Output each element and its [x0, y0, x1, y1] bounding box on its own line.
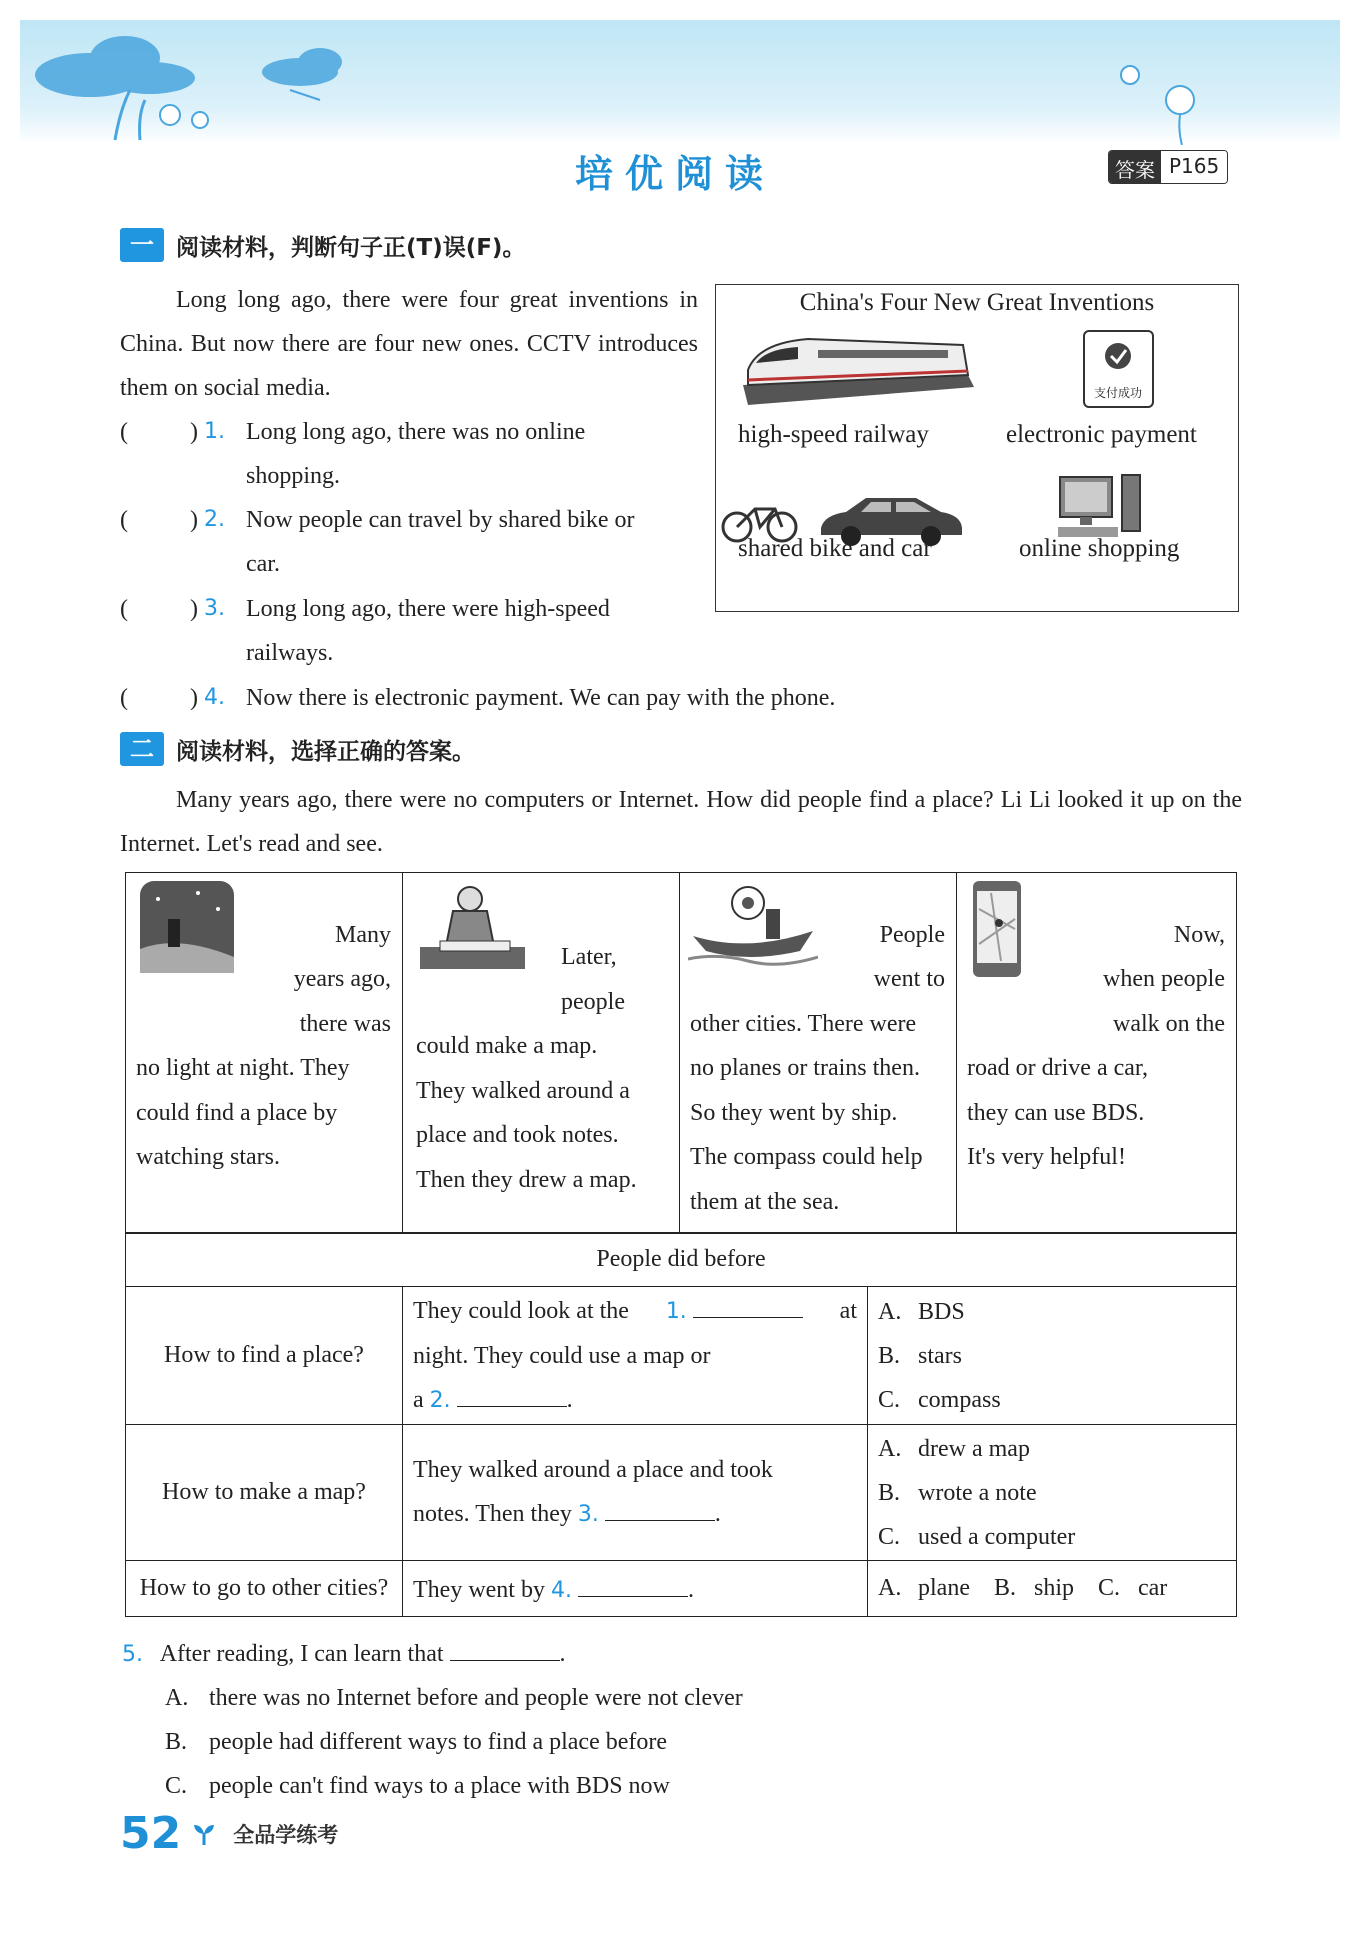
- row-sentence: They went by 4. .: [403, 1561, 868, 1617]
- table-row: [126, 1425, 1237, 1561]
- blank-number: 4.: [550, 1577, 572, 1603]
- blank-number: 3.: [577, 1502, 599, 1527]
- section-2-passage: Many years ago, there were no computers or Internet. How did people find a place? Li Li looked it up on the Internet. Let's read and see.: [120, 787, 1242, 857]
- question-number: 5.: [122, 1642, 143, 1667]
- option-letter: C.: [878, 1523, 901, 1550]
- option-text: car: [1138, 1575, 1168, 1601]
- comic-panel-ship: [680, 873, 957, 1233]
- option-text: BDS: [918, 1298, 965, 1325]
- question-text-cont: car.: [246, 551, 280, 577]
- sentence-text: night. They could use a map or: [413, 1342, 711, 1369]
- question-text: Now people can travel by shared bike or: [246, 507, 635, 533]
- question-text: Long long ago, there were high-speed: [246, 596, 610, 622]
- option[interactable]: [878, 1515, 1226, 1559]
- panel-1-line-3: there was: [299, 1011, 391, 1037]
- option[interactable]: [878, 1334, 1226, 1378]
- sprout-icon: [191, 1821, 217, 1847]
- answer-blank[interactable]: ( ): [120, 685, 198, 711]
- option-letter: B.: [993, 1575, 1016, 1601]
- option[interactable]: [878, 1290, 1226, 1334]
- option-text: compass: [918, 1386, 1001, 1413]
- option-letter: B.: [878, 1342, 901, 1369]
- table-header: People did before: [126, 1233, 1237, 1287]
- option[interactable]: [878, 1471, 1226, 1515]
- panel-4-line-1: Now,: [1173, 922, 1225, 948]
- scholar-map-icon: [415, 879, 530, 979]
- panel-2-line-6: Then they drew a map.: [416, 1167, 637, 1193]
- section-1-instruction: 阅读材料，判断句子正(T)误(F)。: [176, 234, 526, 261]
- panel-4-line-4: road or drive a car,: [967, 1055, 1148, 1081]
- question-number: 2.: [204, 507, 225, 532]
- panel-2-line-3: could make a map.: [416, 1033, 598, 1059]
- sentence-text: notes. Then they: [413, 1501, 572, 1527]
- option-letter: B.: [165, 1729, 188, 1755]
- answer-blank[interactable]: ( ): [120, 419, 198, 445]
- option-text: stars: [918, 1342, 962, 1369]
- answer-reference-badge: [1108, 150, 1228, 184]
- section-1-number: 一: [120, 228, 164, 262]
- banner-decoration-icon: [20, 20, 1340, 145]
- panel-2-line-2: people: [561, 989, 625, 1015]
- panel-1-line-4: no light at night. They: [136, 1055, 350, 1081]
- invention-label-bike-car: shared bike and car: [738, 535, 932, 562]
- option-text: people can't find ways to a place with BDS now: [209, 1773, 670, 1799]
- panel-1-line-2: years ago,: [293, 966, 391, 992]
- question-text: Now there is electronic payment. We can pay with the phone.: [246, 685, 836, 711]
- panel-1-line-6: watching stars.: [136, 1144, 280, 1170]
- panel-4-line-2: when people: [1103, 966, 1225, 992]
- option-text: people had different ways to find a place before: [209, 1729, 668, 1755]
- panel-3-line-7: them at the sea.: [690, 1189, 840, 1215]
- option-letter: C.: [878, 1386, 901, 1413]
- option-letter: A.: [878, 1435, 902, 1462]
- page-title: 培优阅读: [574, 152, 775, 196]
- comic-panel-bds: [957, 873, 1236, 1233]
- sentence-text: They could look at the: [413, 1297, 629, 1324]
- row-sentence: [403, 1287, 868, 1425]
- question-number: 1.: [204, 419, 225, 444]
- answer-label: 答案: [1109, 151, 1161, 183]
- fill-blank[interactable]: [450, 1638, 560, 1661]
- row-question: How to find a place?: [126, 1287, 403, 1425]
- section-1-header: [120, 228, 525, 262]
- question-text-cont: shopping.: [246, 463, 341, 489]
- option[interactable]: [165, 1764, 670, 1808]
- brand-name: 全品学练考: [233, 1822, 339, 1847]
- table-row: [126, 1287, 1237, 1425]
- sentence-text: at: [839, 1297, 857, 1324]
- panel-3-line-4: no planes or trains then.: [690, 1055, 920, 1081]
- blank-number: 1.: [665, 1298, 687, 1324]
- invention-label-payment: electronic payment: [1006, 421, 1197, 448]
- panel-2-line-4: They walked around a: [416, 1078, 630, 1104]
- fill-blank[interactable]: [457, 1384, 567, 1407]
- answer-blank[interactable]: ( ): [120, 596, 198, 622]
- train-icon: [738, 325, 978, 415]
- page-footer: [120, 1808, 338, 1859]
- answer-blank[interactable]: ( ): [120, 507, 198, 533]
- question-number: 3.: [204, 596, 225, 621]
- inventions-box: [715, 284, 1239, 612]
- invention-label-shopping: online shopping: [1019, 535, 1180, 562]
- option-text: ship: [1033, 1575, 1074, 1601]
- panel-1-line-5: could find a place by: [136, 1100, 338, 1126]
- row-question: How to go to other cities?: [126, 1561, 403, 1617]
- option-letter: A.: [878, 1575, 902, 1601]
- panel-3-line-2: went to: [873, 966, 945, 992]
- option[interactable]: [994, 1575, 1074, 1601]
- question-text: Long long ago, there was no online: [246, 419, 586, 445]
- fill-blank[interactable]: [605, 1498, 715, 1521]
- option[interactable]: [165, 1676, 743, 1720]
- sentence-text: They went by: [413, 1576, 545, 1603]
- option-text: plane: [918, 1575, 970, 1601]
- option[interactable]: [165, 1720, 667, 1764]
- blank-number: 2.: [429, 1387, 451, 1413]
- question-number: 4.: [204, 685, 225, 710]
- row-options: [868, 1425, 1237, 1561]
- row-sentence-line-2: notes. Then they 3. .: [413, 1492, 857, 1537]
- fill-blank[interactable]: [693, 1295, 803, 1318]
- section-1-passage: Long long ago, there were four great inventions in China. But now there are four new ones. CCTV introduces them on social media.: [120, 287, 698, 401]
- option[interactable]: [878, 1427, 1226, 1471]
- panel-3-line-3: other cities. There were: [690, 1011, 917, 1037]
- sentence-text: a: [413, 1386, 424, 1413]
- payment-success-text: 支付成功: [1093, 386, 1143, 400]
- row-sentence: [403, 1425, 868, 1561]
- page-number: 52: [120, 1808, 182, 1859]
- option-letter: A.: [878, 1298, 902, 1325]
- option-letter: C.: [1098, 1575, 1121, 1601]
- comic-panel-map: [403, 873, 680, 1233]
- section-2-instruction: 阅读材料，选择正确的答案。: [176, 738, 475, 765]
- option[interactable]: [878, 1575, 970, 1601]
- panel-3-line-1: People: [879, 922, 945, 948]
- panel-4-line-6: It's very helpful!: [967, 1144, 1126, 1170]
- option-text: wrote a note: [918, 1479, 1037, 1506]
- panel-2-line-5: place and took notes.: [416, 1122, 619, 1148]
- option-text: there was no Internet before and people were not clever: [209, 1685, 743, 1711]
- option[interactable]: [1098, 1575, 1167, 1601]
- option-letter: B.: [878, 1479, 901, 1506]
- row-sentence-line-3: a 2. .: [413, 1378, 857, 1423]
- panel-4-line-3: walk on the: [1113, 1011, 1225, 1037]
- panel-4-line-5: they can use BDS.: [967, 1100, 1145, 1126]
- panel-3-line-5: So they went by ship.: [690, 1100, 898, 1126]
- fill-blank[interactable]: [578, 1574, 688, 1597]
- question-stem: After reading, I can learn that: [159, 1641, 444, 1667]
- question-5: 5. After reading, I can learn that .: [122, 1632, 566, 1677]
- row-options: [868, 1287, 1237, 1425]
- option[interactable]: [878, 1378, 1226, 1422]
- header-banner: [20, 20, 1340, 145]
- row-question: How to make a map?: [126, 1425, 403, 1561]
- panel-3-line-6: The compass could help: [690, 1144, 923, 1170]
- answer-table: [125, 1232, 1237, 1617]
- option-letter: A.: [165, 1685, 189, 1711]
- row-sentence-line-1: [413, 1289, 857, 1334]
- option-letter: C.: [165, 1773, 188, 1799]
- inventions-title: China's Four New Great Inventions: [799, 289, 1155, 316]
- row-options: [868, 1561, 1237, 1617]
- comic-table: [125, 872, 1237, 1234]
- section-2-number: 二: [120, 732, 164, 766]
- option-text: used a computer: [918, 1523, 1076, 1550]
- panel-1-line-1: Many: [335, 922, 391, 948]
- sentence-text: They walked around a place and took: [413, 1457, 773, 1483]
- option-text: drew a map: [918, 1435, 1030, 1462]
- payment-phone-icon: [1081, 328, 1156, 410]
- comic-panel-stars: [126, 873, 403, 1233]
- section-2-header: [120, 732, 475, 766]
- answer-page: P165: [1161, 151, 1227, 183]
- table-row: [126, 1561, 1237, 1617]
- invention-label-railway: high-speed railway: [738, 421, 929, 448]
- panel-2-line-1: Later,: [561, 944, 617, 970]
- question-text-cont: railways.: [246, 640, 334, 666]
